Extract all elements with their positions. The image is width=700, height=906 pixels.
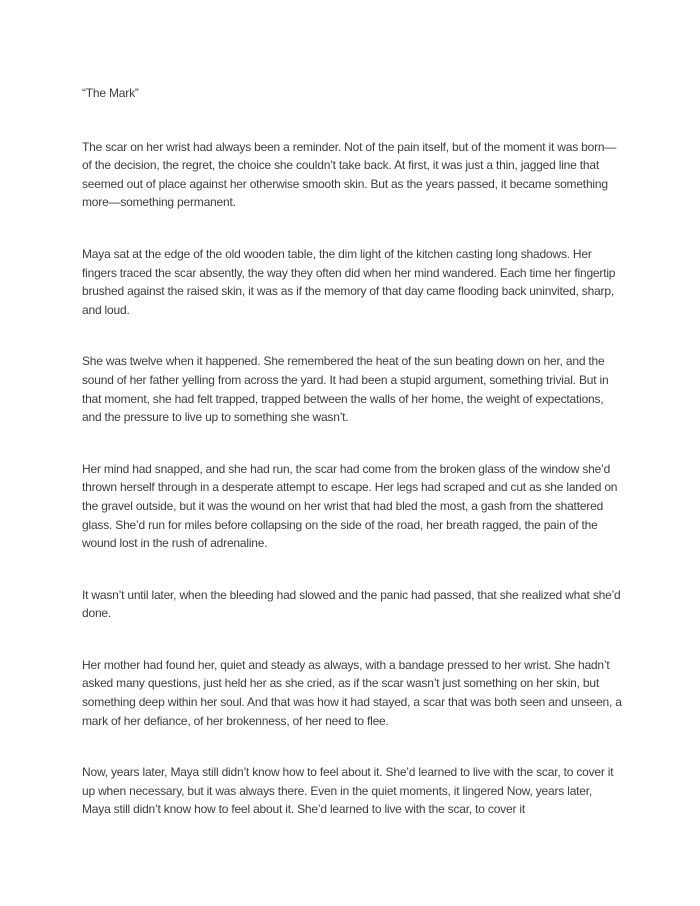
paragraph: Now, years later, Maya still didn’t know how to feel about it. She’d learned to live with the scar, to cover it up when necessary, but it was always there. Even in the quiet moments, it lingered Now, years later, Maya still didn’t know how to feel about it. She’d learned to live with the scar, to cover it — [82, 765, 614, 817]
paragraph: She was twelve when it happened. She remembered the heat of the sun beating down on her, and the sound of her father yelling from across the yard. It had been a stupid argument, something trivial. But in that moment, she had felt trapped, trapped between the walls of her home, the weight of expectations, and the pressure to live up to something she wasn’t. — [82, 354, 609, 425]
paragraph: The scar on her wrist had always been a reminder. Not of the pain itself, but of the moment it was born—of the decision, the regret, the choice she couldn’t take back. At first, it was just a thin, jagged line that seemed out of place against her otherwise smooth skin. But as the years passed, it became something more—something permanent. — [82, 139, 617, 210]
paragraph: Her mind had snapped, and she had run, the scar had come from the broken glass of the window she’d thrown herself through in a desperate attempt to escape. Her legs had scraped and cut as she landed on the gravel outside, but it was the wound on her wrist that had bled the most, a gash from the shattered glass. She’d run for miles before collapsing on the side of the road, her breath ragged, the pain of the wound lost in the rush of adrenaline. — [82, 461, 618, 551]
paragraph: Her mother had found her, quiet and steady as always, with a bandage pressed to her wrist. She hadn’t asked many questions, just held her as she cried, as if the scar wasn’t just something on her skin, but something deep within her soul. And that was how it had stayed, a scar that was both seen and unseen, a mark of her defiance, of her brokenness, of her need to flee. — [82, 657, 622, 728]
document-body — [82, 138, 622, 819]
paragraph: Maya sat at the edge of the old wooden table, the dim light of the kitchen casting long shadows. Her fingers traced the scar absently, the way they often did when her mind wandered. Each time her fingertip brushed against the raised skin, it was as if the memory of that day came flooding back uninvited, sharp, and loud. — [82, 246, 616, 317]
document-title: “The Mark” — [82, 86, 139, 100]
paragraph: It wasn’t until later, when the bleeding had slowed and the panic had passed, that she realized what she’d done. — [82, 587, 621, 621]
